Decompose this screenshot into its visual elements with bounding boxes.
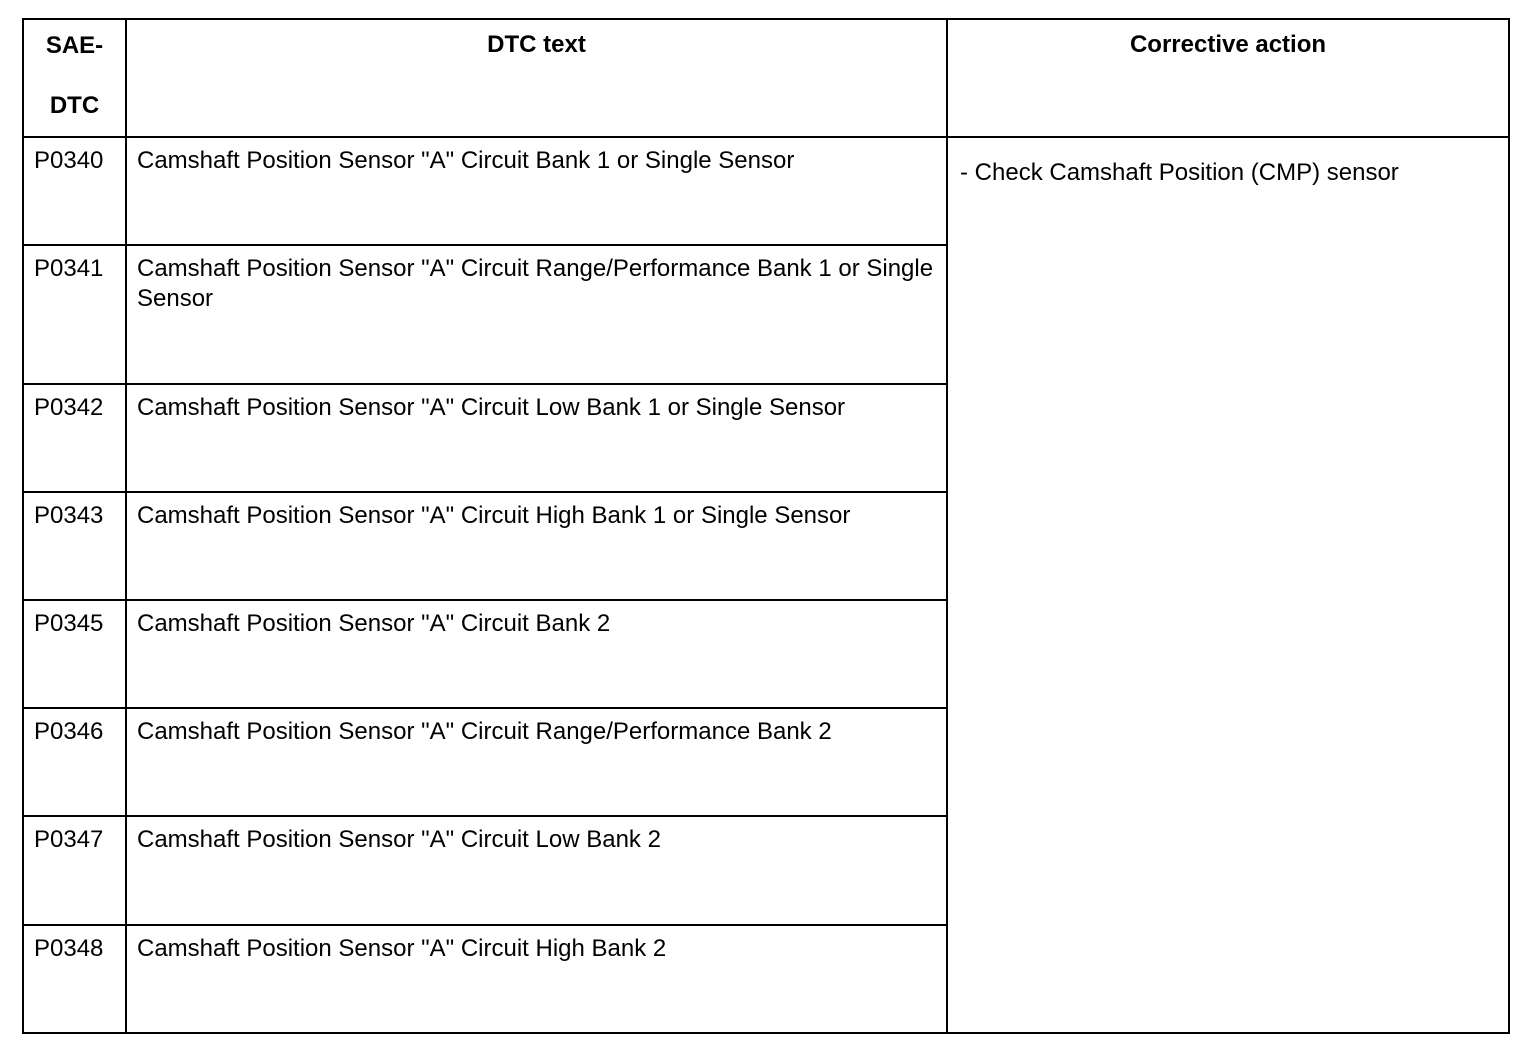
dtc-code-cell: P0348 <box>23 925 126 1033</box>
header-sae-dtc-label: SAE- DTC <box>45 32 104 119</box>
dtc-text-cell: Camshaft Position Sensor "A" Circuit Range/Performance Bank 1 or Single Sensor <box>126 245 947 383</box>
dtc-text-cell: Camshaft Position Sensor "A" Circuit Low Bank 2 <box>126 816 947 924</box>
corrective-action-cell: - Check Camshaft Position (CMP) sensor <box>947 137 1509 1033</box>
header-dtc-text <box>126 19 947 137</box>
dtc-text-cell: Camshaft Position Sensor "A" Circuit High Bank 1 or Single Sensor <box>126 492 947 600</box>
header-row <box>23 19 1509 137</box>
header-dtc-text-label: DTC text <box>487 31 586 58</box>
header-sae-dtc <box>23 19 126 137</box>
dtc-code-cell: P0342 <box>23 384 126 492</box>
dtc-table <box>22 18 1510 1034</box>
dtc-code-cell: P0341 <box>23 245 126 383</box>
dtc-code-cell: P0345 <box>23 600 126 708</box>
dtc-text-cell: Camshaft Position Sensor "A" Circuit Low Bank 1 or Single Sensor <box>126 384 947 492</box>
header-corrective-action <box>947 19 1509 137</box>
dtc-code-cell: P0343 <box>23 492 126 600</box>
dtc-text-cell: Camshaft Position Sensor "A" Circuit Range/Performance Bank 2 <box>126 708 947 816</box>
dtc-code-cell: P0340 <box>23 137 126 245</box>
header-corrective-action-label: Corrective action <box>1129 31 1327 58</box>
dtc-text-cell: Camshaft Position Sensor "A" Circuit Bank 2 <box>126 600 947 708</box>
dtc-text-cell: Camshaft Position Sensor "A" Circuit Bank 1 or Single Sensor <box>126 137 947 245</box>
dtc-code-cell: P0347 <box>23 816 126 924</box>
dtc-code-cell: P0346 <box>23 708 126 816</box>
table-row <box>23 137 1509 245</box>
dtc-text-cell: Camshaft Position Sensor "A" Circuit High Bank 2 <box>126 925 947 1033</box>
